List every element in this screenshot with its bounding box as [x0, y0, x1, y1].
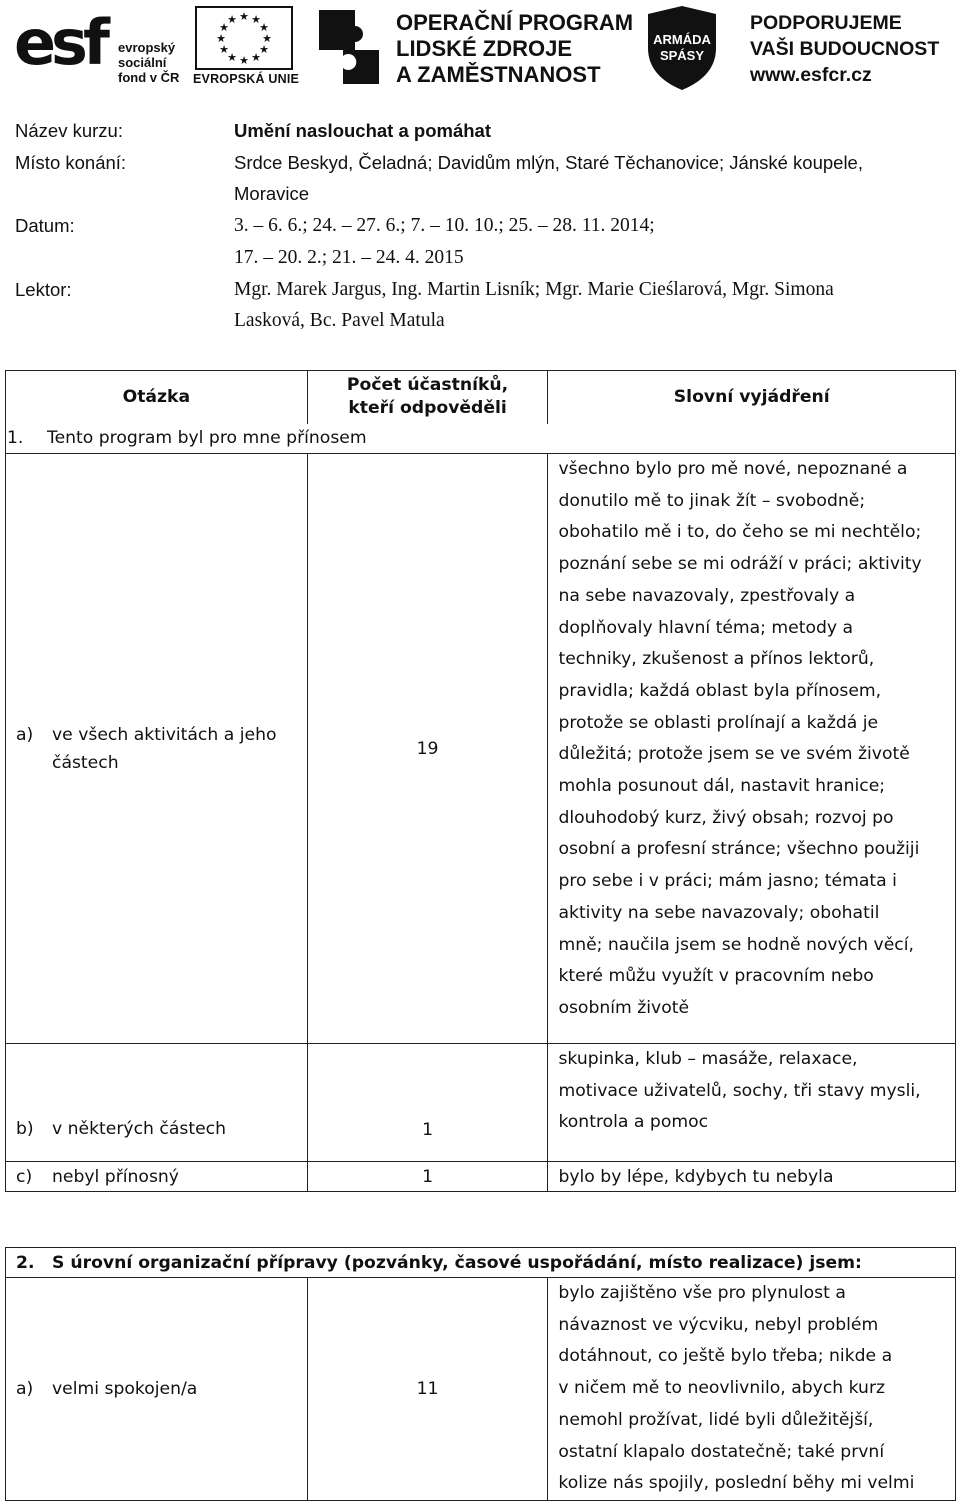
date-value-line-1: 3. – 6. 6.; 24. – 27. 6.; 7. – 10. 10.; 25. – 28. 11. 2014;	[234, 215, 655, 237]
question-1: 1. Tento program byl pro mne přínosem	[6, 424, 956, 454]
question-2: 2. S úrovní organizační přípravy (pozvánky, časové uspořádání, místo realizace) jsem:	[6, 1248, 956, 1278]
table-header-row	[6, 371, 956, 424]
answer-line: na sebe navazovaly, zpestřovaly a	[558, 585, 856, 606]
answer-line: protože se oblasti prolínají a každá je	[558, 712, 879, 733]
svg-text:★: ★	[239, 55, 249, 67]
svg-text:★: ★	[227, 52, 237, 64]
answer-line: motivace uživatelů, sochy, tři stavy mysli,	[558, 1080, 921, 1101]
answer-line: pro sebe i v práci; mám jasno; témata i	[558, 871, 897, 892]
answer-line: pravidla; každá oblast byla přínosem,	[558, 680, 882, 701]
table-row	[6, 1278, 956, 1501]
answer-line: donutilo mě to jinak žít – svobodně;	[558, 490, 866, 511]
svg-text:★: ★	[259, 22, 269, 34]
place-value-line-2: Moravice	[234, 183, 310, 205]
course-label: Název kurzu:	[15, 120, 123, 141]
place-label: Místo konání:	[15, 151, 127, 173]
answer-line: ostatní klapalo dostatečně; také první	[558, 1441, 885, 1462]
esf-logo: esf	[14, 6, 105, 79]
svg-text:SPÁSY: SPÁSY	[659, 48, 705, 63]
svg-text:★: ★	[251, 52, 261, 64]
question-row	[6, 424, 956, 454]
support-logo-text: PODPORUJEME VAŠI BUDOUCNOST www.esfcr.cz	[750, 12, 940, 86]
svg-text:★: ★	[239, 11, 249, 23]
evaluation-table-2	[5, 1247, 956, 1501]
answer-line: osobním životě	[558, 997, 690, 1018]
op-puzzle-icon	[315, 6, 383, 86]
svg-text:★: ★	[227, 14, 237, 26]
lector-value-line-2: Lasková, Bc. Pavel Matula	[234, 310, 445, 332]
header-question: Otázka	[6, 371, 308, 424]
count-c: 1	[307, 1162, 548, 1192]
answer-line: mohla posunout dál, nastavit hranice;	[558, 776, 886, 797]
eu-flag-logo	[195, 6, 293, 70]
answer-b	[548, 1044, 956, 1162]
answer-line: nemohl prožívat, lidé byli důležitější,	[558, 1409, 874, 1430]
option-2a: a) velmi spokojen/a	[6, 1278, 308, 1501]
answer-a	[548, 454, 956, 1044]
count-a: 19	[307, 454, 548, 1044]
header-count: Počet účastníků, kteří odpověděli	[307, 371, 548, 424]
answer-line: aktivity na sebe navazovaly; obohatil	[558, 902, 880, 923]
date-label: Datum:	[15, 215, 75, 237]
eu-label: EVROPSKÁ UNIE	[193, 72, 300, 86]
table-row	[6, 1162, 956, 1192]
option-c: c) nebyl přínosný	[6, 1162, 308, 1192]
svg-text:★: ★	[259, 44, 269, 56]
evaluation-table-1	[5, 370, 956, 1192]
armada-spasy-shield-icon	[640, 2, 724, 92]
answer-line: techniky, zkušenost a přínos lektorů,	[558, 649, 875, 670]
answer-2a	[548, 1278, 956, 1501]
date-value-line-2: 17. – 20. 2.; 21. – 24. 4. 2015	[234, 246, 464, 268]
answer-line: dotáhnout, co ještě bylo třeba; nikde a	[558, 1346, 893, 1367]
answer-line: osobní a profesní stránce; všechno použiji	[558, 839, 920, 860]
answer-line: bylo by lépe, kdybych tu nebyla	[558, 1166, 834, 1187]
svg-text:★: ★	[262, 33, 272, 45]
course-info	[15, 115, 945, 337]
option-a: a) ve všech aktivitách a jeho částech	[6, 454, 308, 1044]
header-words: Slovní vyjádření	[548, 371, 956, 424]
count-b: 1	[307, 1044, 548, 1162]
logo-header	[0, 0, 960, 100]
table-row	[6, 1044, 956, 1162]
course-row	[15, 115, 945, 147]
op-logo-text: OPERAČNÍ PROGRAM LIDSKÉ ZDROJE A ZAMĚSTNANOST	[396, 10, 634, 87]
table-row	[6, 454, 956, 1044]
answer-line: skupinka, klub – masáže, relaxace,	[558, 1049, 858, 1069]
option-b: b) v některých částech	[6, 1044, 308, 1162]
question-row	[6, 1248, 956, 1278]
lector-label: Lektor:	[15, 278, 72, 300]
answer-line: které můžu využít v pracovním nebo	[558, 966, 874, 987]
date-row	[15, 210, 945, 273]
answer-c	[548, 1162, 956, 1192]
answer-line: všechno bylo pro mě nové, nepoznané a	[558, 459, 908, 479]
course-value: Umění naslouchat a pomáhat	[234, 120, 491, 141]
answer-line: obohatilo mě i to, do čeho se mi nechtělo;	[558, 522, 922, 543]
place-value-line-1: Srdce Beskyd, Čeladná; Davidům mlýn, Staré Těchanovice; Jánské koupele,	[234, 151, 863, 173]
answer-line: návaznost ve výcviku, nebyl problém	[558, 1314, 879, 1335]
answer-line: doplňovaly hlavní téma; metody a	[558, 617, 854, 638]
svg-text:★: ★	[219, 22, 229, 34]
esf-logo-text: evropský sociální fond v ČR	[118, 40, 180, 85]
count-2a: 11	[307, 1278, 548, 1501]
answer-line: v ničem mě to neovlivnilo, abych kurz	[558, 1378, 886, 1399]
svg-text:★: ★	[216, 33, 226, 45]
place-row	[15, 147, 945, 210]
svg-text:ARMÁDA: ARMÁDA	[653, 32, 711, 47]
svg-text:★: ★	[251, 14, 261, 26]
answer-line: kontrola a pomoc	[558, 1112, 709, 1133]
svg-text:★: ★	[219, 44, 229, 56]
lector-value-line-1: Mgr. Marek Jargus, Ing. Martin Lisník; Mgr. Marie Cieślarová, Mgr. Simona	[234, 278, 834, 300]
answer-line: poznání sebe se mi odráží v práci; aktivity	[558, 554, 922, 575]
answer-line: důležitá; protože jsem se ve svém životě	[558, 744, 910, 765]
answer-line: mně; naučila jsem se hodně nových věcí,	[558, 934, 914, 955]
lector-row	[15, 274, 945, 337]
answer-line: bylo zajištěno vše pro plynulost a	[558, 1283, 846, 1303]
answer-line: kolize nás spojily, poslední běhy mi velmi	[558, 1473, 915, 1494]
eu-stars-icon	[197, 8, 291, 68]
answer-line: dlouhodobý kurz, živý obsah; rozvoj po	[558, 807, 894, 828]
